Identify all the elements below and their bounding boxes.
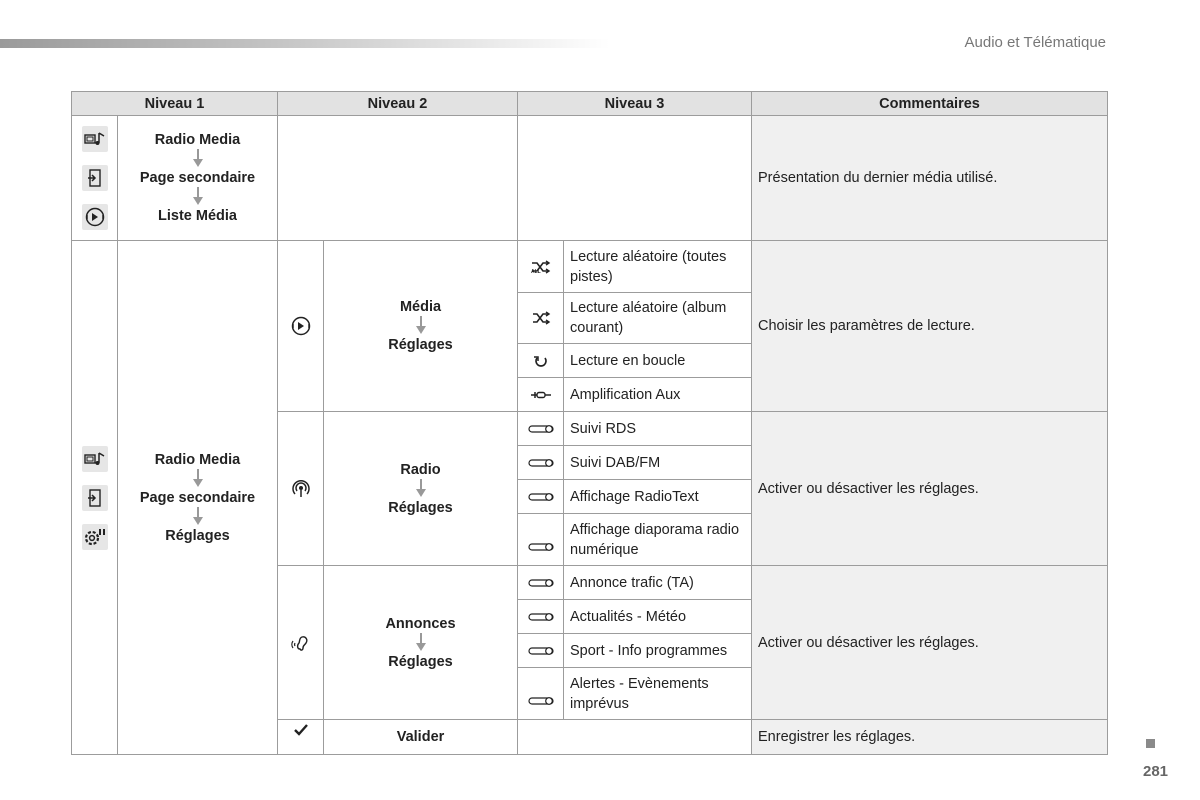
section-title: Audio et Télématique (964, 34, 1106, 51)
row2-nav-path (118, 452, 277, 544)
option-icon-cell (518, 634, 564, 668)
radio-nav-path (324, 462, 517, 516)
toggle-icon (518, 528, 563, 552)
option-label: Affichage RadioText (564, 480, 752, 514)
option-label: Amplification Aux (564, 378, 752, 412)
announcements-nav-path (324, 616, 517, 670)
secondary-page-icon (82, 165, 108, 191)
option-icon-cell (518, 241, 564, 293)
secondary-page-icon (82, 485, 108, 511)
radio-group-nav-cell (324, 412, 518, 566)
option-icon-cell (518, 566, 564, 600)
option-icon-cell (518, 378, 564, 412)
option-label: Lecture aléatoire (toutes pistes) (564, 241, 752, 293)
down-arrow-icon (415, 632, 427, 654)
radio-icon (278, 479, 323, 499)
nav-step: Page secondaire (139, 489, 256, 506)
option-label: Annonce trafic (TA) (564, 566, 752, 600)
announcements-group-icon-cell (278, 566, 324, 720)
nav-step: Réglages (165, 527, 230, 544)
toggle-icon (518, 458, 563, 468)
header-niveau-1: Niveau 1 (72, 92, 278, 116)
media-screen-icon (82, 126, 108, 152)
svg-text:ALL: ALL (530, 268, 541, 274)
option-label: Actualités - Météo (564, 600, 752, 634)
table-header-row (72, 92, 1108, 116)
option-label: Lecture en boucle (564, 344, 752, 378)
nav-step: Radio Media (154, 132, 241, 148)
toggle-icon (518, 646, 563, 656)
toggle-icon (518, 682, 563, 706)
toggle-icon (518, 424, 563, 434)
header-niveau-3: Niveau 3 (518, 92, 752, 116)
media-screen-icon (82, 446, 108, 472)
option-icon-cell (518, 446, 564, 480)
table-row (72, 116, 1108, 241)
option-label: Suivi RDS (564, 412, 752, 446)
option-icon-cell (518, 480, 564, 514)
down-arrow-icon (192, 186, 204, 208)
media-list-icon (82, 204, 108, 230)
validate-comment: Enregistrer les réglages. (752, 720, 1108, 755)
announcements-group-nav-cell (324, 566, 518, 720)
radio-group-icon-cell (278, 412, 324, 566)
option-icon-cell (518, 293, 564, 344)
settings-icon (82, 524, 108, 550)
shuffle-all-icon (518, 260, 563, 274)
option-icon-cell (518, 344, 564, 378)
page-marker (1146, 739, 1155, 748)
option-label: Alertes - Evènements imprévus (564, 668, 752, 720)
nav-step: Réglages (388, 653, 453, 670)
option-icon-cell (518, 514, 564, 566)
nav-step: Liste Média (158, 208, 237, 224)
nav-step: Annonces (385, 615, 456, 632)
validate-icon-cell (278, 720, 324, 755)
nav-step: Réglages (388, 499, 453, 516)
header-niveau-2: Niveau 2 (278, 92, 518, 116)
announcements-icon (278, 633, 323, 653)
header-commentaires: Commentaires (752, 92, 1108, 116)
row1-niveau3-empty (518, 116, 752, 241)
radio-group-comment: Activer ou désactiver les réglages. (752, 412, 1108, 566)
nav-step: Radio Media (154, 451, 241, 468)
down-arrow-icon (192, 468, 204, 490)
page-number: 281 (1143, 763, 1169, 780)
checkmark-icon (278, 720, 323, 754)
row1-niveau2-empty (278, 116, 518, 241)
toggle-icon (518, 612, 563, 622)
option-label: Suivi DAB/FM (564, 446, 752, 480)
option-label: Lecture aléatoire (album courant) (564, 293, 752, 344)
media-nav-path (324, 299, 517, 353)
option-icon-cell (518, 600, 564, 634)
repeat-icon (518, 354, 563, 368)
down-arrow-icon (192, 148, 204, 170)
row2-nav-cell (118, 241, 278, 755)
option-label: Sport - Info programmes (564, 634, 752, 668)
option-label: Affichage diaporama radio numérique (564, 514, 752, 566)
validate-niveau3-empty (518, 720, 752, 755)
down-arrow-icon (415, 478, 427, 500)
validate-label: Valider (324, 720, 518, 755)
media-group-icon-cell (278, 241, 324, 412)
option-icon-cell (518, 668, 564, 720)
nav-step: Réglages (388, 337, 453, 353)
row2-icons-cell (72, 241, 118, 755)
toggle-icon (518, 578, 563, 588)
media-group-comment: Choisir les paramètres de lecture. (752, 241, 1108, 412)
header-gradient-bar (0, 39, 610, 48)
row1-nav-cell (118, 116, 278, 241)
option-icon-cell (518, 412, 564, 446)
toggle-icon (518, 492, 563, 502)
nav-step: Page secondaire (139, 170, 256, 186)
table-row (72, 241, 1108, 293)
down-arrow-icon (192, 506, 204, 528)
row1-icons-cell (72, 116, 118, 241)
aux-icon (518, 390, 563, 400)
down-arrow-icon (415, 315, 427, 337)
menu-table (71, 91, 1108, 755)
shuffle-icon (518, 311, 563, 325)
nav-step: Radio (400, 461, 441, 478)
media-group-nav-cell (324, 241, 518, 412)
row1-comment: Présentation du dernier média utilisé. (752, 116, 1108, 241)
row1-nav-path (118, 132, 277, 224)
announcements-group-comment: Activer ou désactiver les réglages. (752, 566, 1108, 720)
media-icon (278, 316, 323, 336)
nav-step: Média (399, 299, 442, 315)
